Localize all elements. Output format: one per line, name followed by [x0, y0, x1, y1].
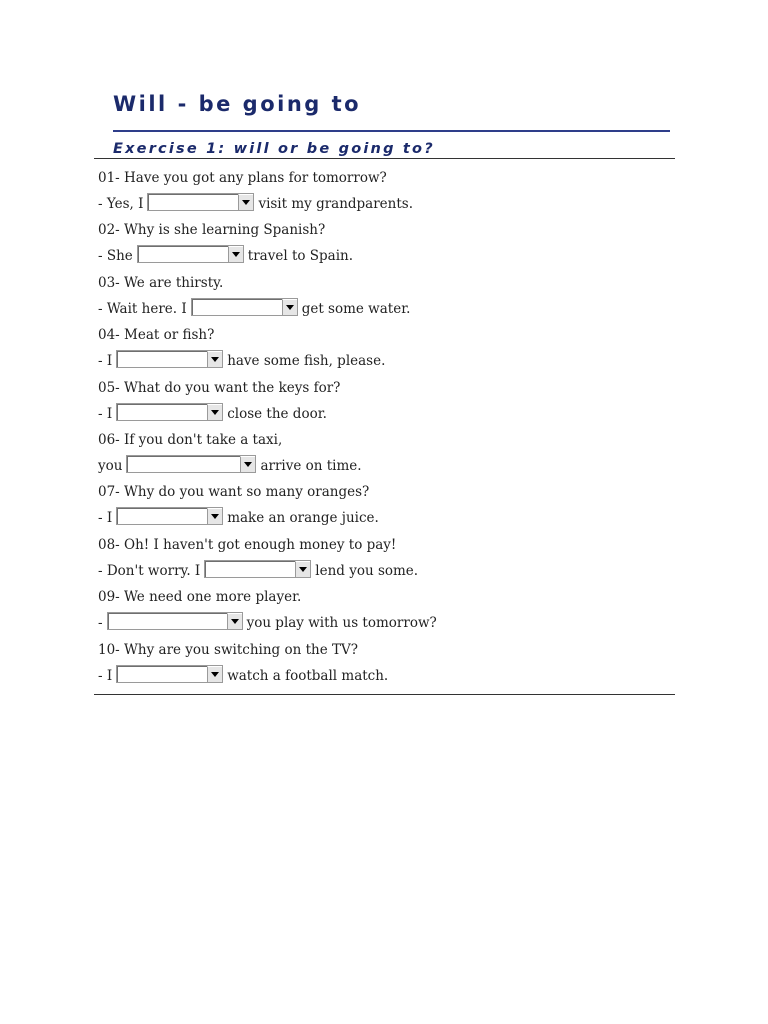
answer-prefix: - Wait here. I	[98, 300, 187, 317]
answer-suffix: have some fish, please.	[227, 353, 386, 370]
answer-suffix: arrive on time.	[260, 457, 362, 474]
chevron-down-icon[interactable]	[240, 456, 255, 472]
answer-select[interactable]	[204, 560, 311, 578]
answer-select[interactable]	[147, 193, 254, 211]
question-text: 07- Why do you want so many oranges?	[98, 484, 370, 501]
answer-select[interactable]	[126, 455, 256, 473]
chevron-down-icon[interactable]	[282, 299, 297, 315]
answer-select[interactable]	[116, 665, 223, 683]
exercise-item-07	[98, 480, 668, 532]
answer-line	[98, 558, 668, 584]
exercise-top-rule	[94, 158, 675, 159]
answer-line	[98, 505, 668, 531]
question-text: 08- Oh! I haven't got enough money to pay!	[98, 536, 397, 553]
exercise-list	[98, 166, 668, 690]
exercise-bottom-rule	[94, 694, 675, 695]
chevron-down-icon[interactable]	[228, 246, 243, 262]
question-text: 01- Have you got any plans for tomorrow?	[98, 170, 387, 186]
title-divider	[113, 130, 670, 132]
question-text: 03- We are thirsty.	[98, 274, 224, 291]
answer-suffix: travel to Spain.	[247, 248, 354, 265]
answer-line	[98, 401, 668, 427]
answer-prefix: -	[98, 615, 103, 632]
answer-line	[98, 453, 668, 479]
answer-suffix: get some water.	[301, 300, 411, 317]
answer-suffix: you play with us tomorrow?	[246, 615, 437, 632]
exercise-item-01	[98, 166, 668, 218]
answer-suffix: lend you some.	[315, 562, 419, 579]
exercise-item-05	[98, 376, 668, 428]
answer-line	[98, 663, 668, 689]
answer-select[interactable]	[191, 298, 298, 316]
answer-prefix: - I	[98, 353, 113, 370]
chevron-down-icon[interactable]	[207, 666, 222, 682]
question-text: 04- Meat or fish?	[98, 327, 215, 344]
chevron-down-icon[interactable]	[207, 351, 222, 367]
answer-line	[98, 296, 668, 322]
answer-prefix: you	[98, 457, 123, 474]
answer-suffix: close the door.	[227, 405, 327, 422]
exercise-item-10	[98, 638, 668, 690]
answer-select[interactable]	[116, 507, 223, 525]
answer-line	[98, 610, 668, 636]
exercise-item-06	[98, 428, 668, 480]
chevron-down-icon[interactable]	[207, 508, 222, 524]
answer-line	[98, 348, 668, 374]
exercise-item-03	[98, 271, 668, 323]
exercise-item-09	[98, 585, 668, 637]
exercise-item-02	[98, 218, 668, 270]
answer-select[interactable]	[107, 612, 243, 630]
exercise-item-08	[98, 533, 668, 585]
answer-prefix: - I	[98, 667, 113, 684]
answer-prefix: - Don't worry. I	[98, 562, 201, 579]
answer-prefix: - I	[98, 405, 113, 422]
page-title: Will - be going to	[113, 92, 362, 116]
question-text: 05- What do you want the keys for?	[98, 379, 341, 396]
answer-suffix: visit my grandparents.	[258, 196, 414, 212]
chevron-down-icon[interactable]	[207, 404, 222, 420]
question-text: 10- Why are you switching on the TV?	[98, 641, 358, 658]
answer-suffix: make an orange juice.	[227, 510, 379, 527]
question-text: 02- Why is she learning Spanish?	[98, 222, 326, 239]
answer-suffix: watch a football match.	[227, 667, 389, 684]
answer-select[interactable]	[137, 245, 244, 263]
answer-prefix: - I	[98, 510, 113, 527]
exercise-item-04	[98, 323, 668, 375]
answer-prefix: - Yes, I	[98, 196, 144, 212]
chevron-down-icon[interactable]	[227, 613, 242, 629]
answer-line	[98, 191, 668, 217]
chevron-down-icon[interactable]	[295, 561, 310, 577]
answer-prefix: - She	[98, 248, 133, 265]
question-text: 09- We need one more player.	[98, 589, 302, 606]
answer-select[interactable]	[116, 403, 223, 421]
chevron-down-icon[interactable]	[238, 194, 253, 210]
question-text: 06- If you don't take a taxi,	[98, 431, 283, 448]
answer-line	[98, 243, 668, 269]
answer-select[interactable]	[116, 350, 223, 368]
exercise-heading: Exercise 1: will or be going to?	[113, 141, 435, 157]
